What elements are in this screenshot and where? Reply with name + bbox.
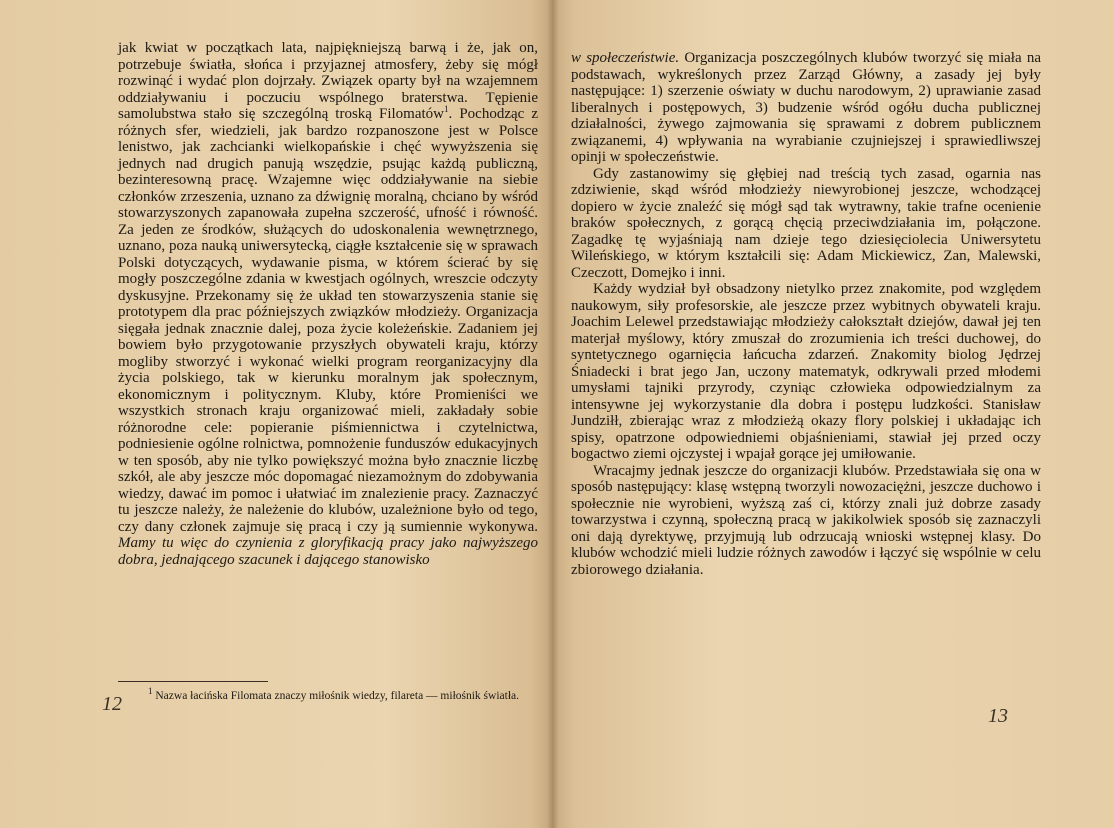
left-text-italic: Mamy tu więc do czynienia z gloryfikacją pracy jako najwyższego dobra, jednającego szacunek i dającego stanowisko [118,535,538,568]
page-number-left: 12 [102,693,122,715]
left-text-part-2: . Pochodząc z różnych sfer, wiedzieli, jak bardzo rozpanoszone jest w Polsce lenistwo, jak zachcianki wielkopańskie i chęć wywyższenia się jednych nad drugich panują wszędzie, psując każdą publiczną, bezinteresowną pracę. Wzajemne więc oddziaływanie na siebie członków zrzeszenia, uznano za dźwignię moralną, chciano by wśród stowarzyszonych zapanowała zupełna szczerość, ufność i równość. Za jeden ze środków, służących do udoskonalenia wewnętrznego, uznano, poza nauką uniwersytecką, ciągłe kształcenie się w sprawach Polski dotyczących, wydawanie pisma, w którem ścierać by się mogły poszczególne zdania w kwestjach ogólnych, wreszcie odczyty dyskusyjne. Przekonamy się że układ ten stowarzyszenia stanie się prototypem dla prac późniejszych związków młodzieży. Organizacja sięgała jednak znacznie dalej, poza życie koleżeńskie. Zadaniem jej bowiem było przygotowanie przyszłych obywateli kraju, którzy mogliby stworzyć i wykonać wielki program reorganizacyjny dla życia polskiego, tak w kierunku moralnym jak społecznym, ekonomicznym i politycznym. Kluby, które Promieniści we wszystkich stronach kraju organizować mieli, zakładały sobie różnorodne cele: popieranie piśmiennictwa i czytelnictwa, podniesienie ogólne rolnictwa, pomnożenie funduszów edukacyjnych w ten sposób, aby nie tylko powiększyć można było znacznie liczbę szkół, ale aby jeszcze móc dopomagać niezamożnym do zdobywania wiedzy, dawać im pomoc i ułatwiać im znalezienie pracy. Zaznaczyć tu jeszcze należy, że należenie do klubów, uzależnione było od tego, czy dany członek zajmuje się pracą i czy ją sumiennie wykonywa. [118,106,538,535]
right-paragraph-1-italic: w społeczeństwie. [571,50,680,66]
left-text-part-1: jak kwiat w początkach lata, najpiękniejszą barwą i że, jak on, potrzebuje światła, słońca i przyjaznej atmosfery, żeby się mógł rozwinąć i wydać plon dojrzały. Związek oparty był na wzajemnem oddziaływaniu i poczuciu wspólnego braterstwa. Tępienie samolubstwa stało się szczególną troską Filomatów [118,40,538,122]
footnote [118,686,538,703]
left-page [0,0,553,828]
right-page-body [571,50,1041,578]
right-paragraph-2: Gdy zastanowimy się głębiej nad treścią tych zasad, ogarnia nas zdziwienie, skąd wśród młodzieży niewyrobionej jeszcze, wchodzącej dopiero w życie znaleźć się mógł sąd tak wytrawny, takie trafne ocenienie braków społecznych, z gorącą chęcią przeciwdziałania im, połączone. Zagadkę tę wyjaśniają nam dzieje tego dziesięciolecia Uniwersytetu Wileńskiego, w którym kształcili się: Adam Mickiewicz, Zan, Malewski, Czeczott, Domejko i inni. [571,165,1041,281]
right-page [553,0,1114,828]
footnote-reference: 1 [444,104,449,114]
book-gutter [547,0,559,828]
right-paragraph-3: Każdy wydział był obsadzony nietylko przez znakomite, pod względem naukowym, siły profesorskie, ale jeszcze przez wybitnych obywateli kraju. Joachim Lelewel przedstawiając młodzieży całokształt dziejów, dawał jej ten materjał myślowy, który zmuszał do zrozumienia ich treści duchowej, do syntetycznego ogarnięcia łańcucha zdarzeń. Znakomity biolog Jędrzej Śniadecki i brat jego Jan, uczony matematyk, odkrywali przed młodemi umysłami tajniki przyrody, czyniąc człowieka odpowiedzialnym za intensywne jej wykorzystanie dla dobra i postępu ludzkości. Stanisław Jundziłł, zbierając wraz z młodzieżą okazy flory polskiej i układając ich spisy, opatrzone odpowiedniemi objaśnieniami, stawiał jej przed oczy bogactwo ziemi ojczystej i wpajał gorące jej umiłowanie. [571,281,1041,462]
right-paragraph-4: Wracajmy jednak jeszcze do organizacji klubów. Przedstawiała się ona w sposób następujący: klasę wstępną tworzyli nowozaciężni, jeszcze duchowo i społecznie nie wyrobieni, wyższą zaś ci, którzy znali już dobrze zasady towarzystwa i czynną, społeczną pracą w jakikolwiek sposób się zaznaczyli oni dają dyrektywę, przyjmują lub odrzucają wnioski wstępnej klasy. Do klubów wchodzić mieli ludzie różnych zawodów i łączyć się wspólnie w celu zbiorowego działania. [571,462,1041,578]
left-paragraph [118,40,538,568]
page-number-right: 13 [988,705,1008,727]
footnote-marker: 1 [148,686,153,697]
left-page-body [118,40,538,568]
footnote-rule [118,681,268,682]
right-paragraph-1-text: Organizacja poszczególnych klubów tworzyć się miała na podstawach, wykreślonych przez Zarząd Główny, a zasady jej były następujące: 1) szerzenie oświaty w duchu narodowym, 2) uprawianie zasad liberalnych i postępowych, 3) budzenie wśród ogółu ducha publicznej działalności, żywego zajmowania się sprawami z dobrem publicznem związanemi, 4) wpływania na wyrabianie czujniejszej i sprawiedliwszej opinji w społeczeństwie. [571,50,1041,165]
footnote-text: Nazwa łacińska Filomata znaczy miłośnik wiedzy, filareta — miłośnik światła. [155,690,520,702]
right-paragraph-1 [571,50,1041,166]
